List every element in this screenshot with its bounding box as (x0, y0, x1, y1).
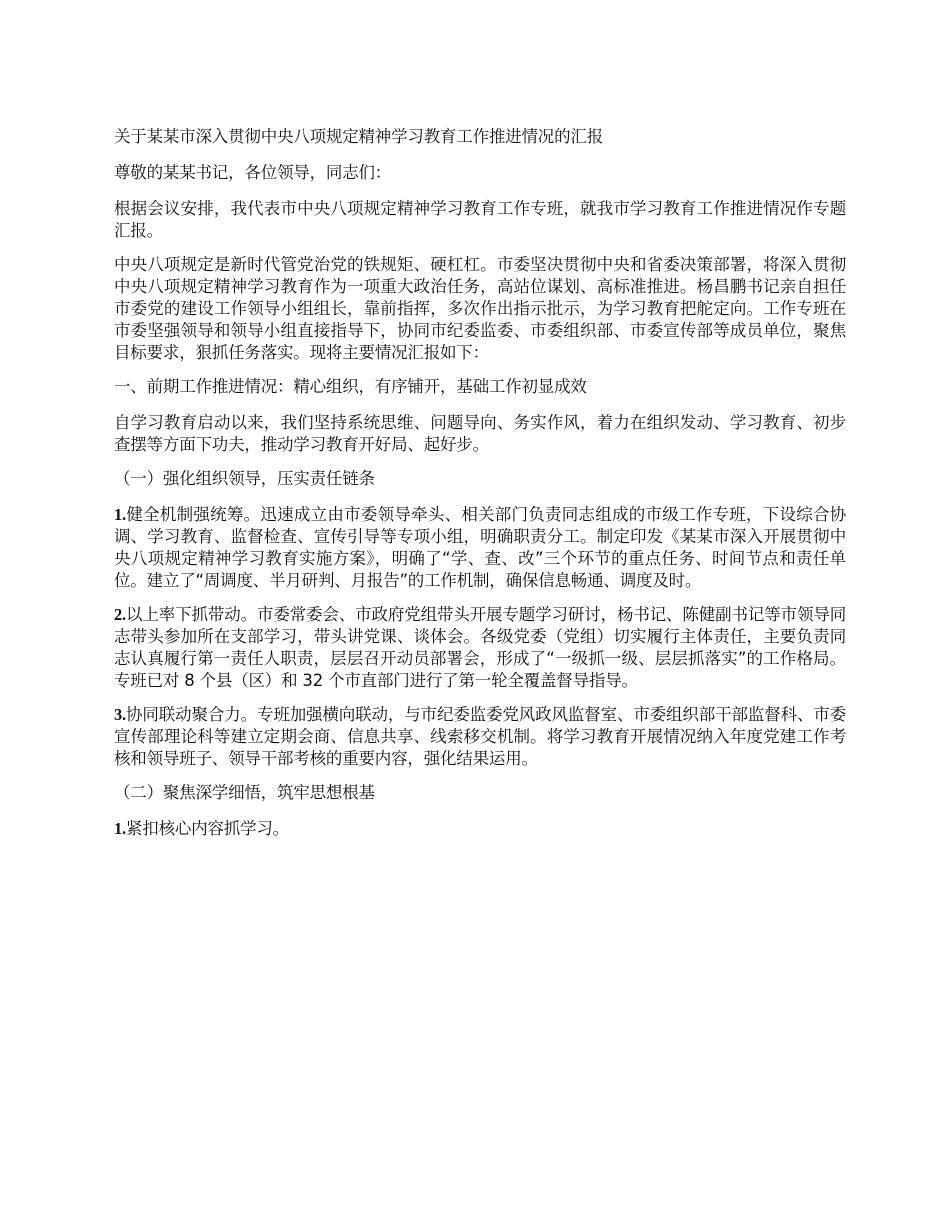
item-text: 以上率下抓带动。市委常委会、市政府党组带头开展专题学习研讨，杨书记、陈健副书记等市领导同志带头参加所在支部学习，带头讲党课、谈体会。各级党委（党组）切实履行主体责任，主要负责同志认真履行第一责任人职责，层层召开动员部署会，形成了“一级抓一级、层层抓落实”的工作格局。专班已对 8 个县（区）和 32 个市直部门进行了第一轮全覆盖督导指导。 (114, 605, 846, 690)
subsection-2-heading: （二）聚焦深学细悟，筑牢思想根基 (114, 783, 375, 802)
subsection-2-item-1 (114, 818, 846, 840)
section-1-heading: 一、前期工作推进情况：精心组织，有序铺开，基础工作初显成效 (114, 377, 587, 396)
item-number: 2. (114, 605, 126, 624)
item-text: 紧扣核心内容抓学习。 (125, 819, 289, 838)
intro-paragraph: 根据会议安排，我代表市中央八项规定精神学习教育工作专班，就我市学习教育工作推进情况作专题汇报。 (114, 199, 846, 240)
section-1-summary: 自学习教育启动以来，我们坚持系统思维、问题导向、务实作风，着力在组织发动、学习教育、初步查摆等方面下功夫，推动学习教育开好局、起好步。 (114, 413, 846, 454)
salutation: 尊敬的某某书记，各位领导，同志们： (114, 163, 392, 182)
document-page (114, 126, 846, 854)
subsection-1-heading: （一）强化组织领导，压实责任链条 (114, 469, 375, 488)
subsection-1-item-1 (114, 504, 846, 592)
item-number: 1. (114, 505, 126, 524)
subsection-1-item-2 (114, 604, 846, 692)
item-text: 健全机制强统筹。迅速成立由市委领导牵头、相关部门负责同志组成的市级工作专班，下设综合协调、学习教育、监督检查、宣传引导等专项小组，明确职责分工。制定印发《某某市深入开展贯彻中央八项规定精神学习教育实施方案》，明确了“学、查、改”三个环节的重点任务、时间节点和责任单位。建立了“周调度、半月研判、月报告”的工作机制，确保信息畅通、调度及时。 (114, 505, 846, 590)
document-title: 关于某某市深入贯彻中央八项规定精神学习教育工作推进情况的汇报 (114, 127, 604, 146)
subsection-1-item-3 (114, 704, 846, 770)
item-number: 3. (114, 705, 126, 724)
background-paragraph: 中央八项规定是新时代管党治党的铁规矩、硬杠杠。市委坚决贯彻中央和省委决策部署，将深入贯彻中央八项规定精神学习教育作为一项重大政治任务，高站位谋划、高标准推进。杨昌鹏书记亲自担任市委党的建设工作领导小组组长，靠前指挥，多次作出指示批示，为学习教育把舵定向。工作专班在市委坚强领导和领导小组直接指导下，协同市纪委监委、市委组织部、市委宣传部等成员单位，聚焦目标要求，狠抓任务落实。现将主要情况汇报如下： (114, 255, 846, 362)
item-number: 1. (114, 819, 126, 838)
item-text: 协同联动聚合力。专班加强横向联动，与市纪委监委党风政风监督室、市委组织部干部监督科、市委宣传部理论科等建立定期会商、信息共享、线索移交机制。将学习教育开展情况纳入年度党建工作考核和领导班子、领导干部考核的重要内容，强化结果运用。 (114, 705, 846, 768)
